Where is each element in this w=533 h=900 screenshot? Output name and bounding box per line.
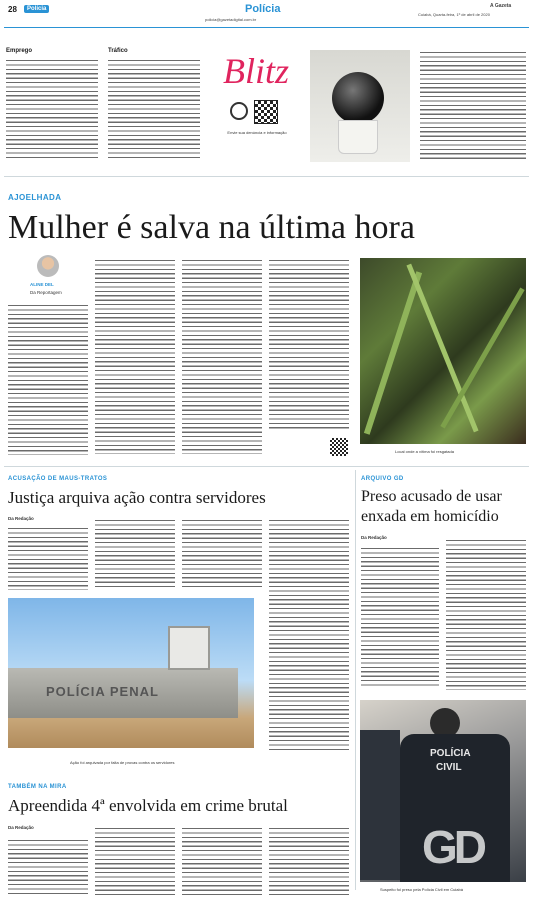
story2-col-2 [95,520,175,590]
story4-byline: Da Redação [8,825,34,830]
police-photo-caption: Suspeito foi preso pela Polícia Civil em Cuiabá [380,887,463,892]
story3-kicker: ARQUIVO GD [361,476,404,482]
divider-vertical [355,470,356,890]
story2-col-1 [8,528,88,590]
lead-kicker: AJOELHADA [8,193,62,202]
qr-code [254,100,278,124]
whatsapp-icon [230,102,248,120]
note-trafico [108,48,200,168]
blitz-box [208,50,304,160]
lead-col-4 [269,260,349,430]
officer-back [360,730,400,880]
prison-photo-caption: Ação foi arquivada por falta de provas contra os servidores [70,760,175,765]
story2-kicker: ACUSAÇÃO DE MAUS-TRATOS [8,476,108,482]
blitz-caption: Envie sua denúncia e informação [227,130,287,135]
story2-byline: Da Redação [8,516,34,521]
story2-headline: Justiça arquiva ação contra servidores [8,488,266,507]
story4-kicker: TAMBÉM NA MIRA [8,784,67,790]
note-right-text [420,52,526,162]
header-divider [4,27,529,28]
story3-byline: Da Redação [361,535,387,540]
section-email: policia@gazetadigital.com.br [205,17,257,22]
story3-headline: Preso acusado de usar enxada em homicídio [361,488,502,525]
page-number: 28 [8,5,17,14]
note-emprego-text [6,60,98,158]
lead-photo [360,258,526,444]
lead-col-2 [95,260,175,454]
story4-col-2 [95,828,175,896]
lead-col-1 [8,305,88,455]
device-object [332,72,384,124]
note-trafico-title: Tráfico [108,48,128,54]
author-avatar [37,255,59,277]
story4-col-1 [8,840,88,896]
story4-col-4 [269,828,349,896]
watch-tower [168,626,210,670]
story3-col-2 [446,540,526,690]
prison-photo [8,598,254,748]
police-photo [360,700,526,882]
lead-col-4-qr [330,438,348,456]
lead-photo-caption: Local onde a vítima foi resgatada [395,449,454,454]
story4-headline: Apreendida 4ª envolvida em crime brutal [8,796,288,815]
note-emprego [6,48,98,168]
prison-sign: POLÍCIA PENAL [46,684,159,699]
note-trafico-text [108,60,200,158]
vest-label-1: POLÍCIA [430,748,471,759]
section-tag: Polícia [24,5,49,13]
bomb-photo [310,50,410,162]
story2-col-3 [182,520,262,590]
gd-watermark: GD [422,821,483,873]
story3-col-1 [361,548,439,688]
vest-label-2: CIVIL [436,762,462,773]
blitz-logo: Blitz [222,51,289,91]
story4-col-3 [182,828,262,896]
paper-name: A Gazeta [490,3,512,9]
lead-col-3 [182,260,262,454]
note-emprego-title: Emprego [6,48,33,54]
story2-col-4 [269,520,349,750]
divider-mid [4,466,529,467]
edition-date: Cuiabá, Quarta-feira, 1º de abril de 2020 [418,12,490,17]
section-title: Polícia [245,3,281,15]
grass-blade-2 [406,264,478,433]
device-base [338,120,378,154]
author-role: Da Reportagem [30,290,62,295]
divider-top [4,176,529,177]
grass-blade-3 [440,287,524,428]
lead-headline: Mulher é salva na última hora [8,209,415,246]
author-name: ALINE DEL [30,282,54,287]
grass-blade-1 [364,271,422,435]
page-header [0,0,533,26]
